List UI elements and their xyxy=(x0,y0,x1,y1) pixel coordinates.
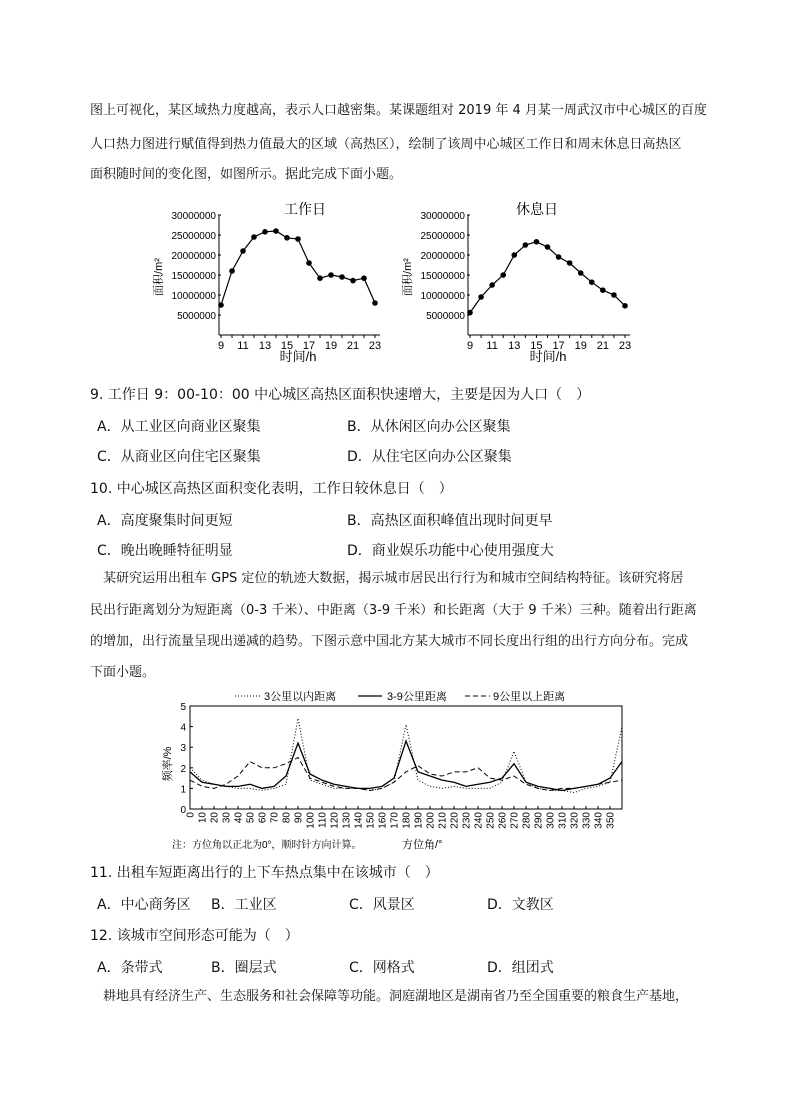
q10-stem: 10. 中心城区高热区面积变化表明，工作日较休息日（ ） xyxy=(90,481,453,497)
data-point xyxy=(251,234,257,240)
x-tick-label: 320 xyxy=(569,812,581,829)
x-tick-label: 110 xyxy=(317,812,329,828)
data-point xyxy=(372,300,378,306)
q9-stem: 9. 工作日 9：00-10：00 中心城区高热区面积快速增大，主要是因为人口（ ） xyxy=(90,387,591,403)
x-tick-label: 50 xyxy=(245,812,257,824)
x-tick-label: 11 xyxy=(237,340,249,352)
legend-label-short: 3公里以内距离 xyxy=(264,691,337,703)
x-tick-label: 200 xyxy=(425,812,437,829)
x-tick-label: 240 xyxy=(473,812,485,829)
data-point xyxy=(218,302,224,308)
data-point xyxy=(500,272,506,278)
q12-stem: 12. 该城市空间形态可能为（ ） xyxy=(90,928,299,944)
q12-option-b[interactable]: B．圈层式 xyxy=(211,960,277,976)
data-point xyxy=(295,236,301,242)
x-tick-label: 210 xyxy=(437,812,449,829)
data-point xyxy=(339,274,345,280)
y-tick-label: 30000000 xyxy=(420,211,465,222)
azimuth-axis-title: 方位角/° xyxy=(402,839,443,851)
q9-option-d[interactable]: D．从住宅区向办公区聚集 xyxy=(347,449,512,465)
data-point xyxy=(229,268,235,274)
q11-stem: 11. 出租车短距离出行的上下车热点集中在该城市（ ） xyxy=(90,865,439,881)
intro2-line4: 下面小题。 xyxy=(90,665,156,680)
data-point xyxy=(578,270,584,276)
x-tick-label: 13 xyxy=(508,340,521,352)
data-point xyxy=(350,278,356,284)
x-tick-label: 270 xyxy=(509,812,521,829)
workday-chart xyxy=(151,201,381,364)
y-tick-label: 15000000 xyxy=(420,271,465,282)
data-point xyxy=(622,303,628,309)
workday-chart-title: 工作日 xyxy=(284,201,326,217)
q12-option-d[interactable]: D．组团式 xyxy=(487,960,554,976)
data-point xyxy=(567,260,573,266)
x-tick-label: 220 xyxy=(449,812,461,829)
data-point xyxy=(306,260,312,266)
q9-option-a[interactable]: A．从工业区向商业区聚集 xyxy=(97,419,261,435)
data-point xyxy=(328,272,334,278)
workday-y-axis-title: 面积/m² xyxy=(153,258,165,296)
data-point xyxy=(600,287,606,293)
series-line-solid xyxy=(190,741,622,790)
x-tick-label: 350 xyxy=(605,812,617,829)
frequency-axis-title: 频率/% xyxy=(162,746,174,782)
q10-option-d[interactable]: D．商业娱乐功能中心使用强度大 xyxy=(347,543,554,559)
y-tick-label: 0 xyxy=(180,805,186,816)
x-tick-label: 13 xyxy=(258,340,272,352)
x-tick-label: 10 xyxy=(197,812,209,824)
restday-y-axis-title: 面积/m² xyxy=(402,258,414,296)
data-point xyxy=(284,235,290,241)
q9-option-c[interactable]: C．从商业区向住宅区聚集 xyxy=(97,449,261,465)
intro1-line2: 人口热力图进行赋值得到热力值最大的区域（高热区），绘制了该周中心城区工作日和周末休息日高热区 xyxy=(90,137,682,152)
y-tick-label: 1 xyxy=(180,784,186,796)
q10-option-b[interactable]: B．高热区面积峰值出现时间更早 xyxy=(347,513,553,529)
data-point xyxy=(262,229,268,235)
x-tick-label: 20 xyxy=(209,812,221,824)
y-tick-label: 20000000 xyxy=(171,251,216,262)
x-tick-label: 230 xyxy=(461,812,473,829)
direction-chart xyxy=(160,686,640,851)
intro2-line3: 的增加，出行流量呈现出递减的趋势。下图示意中国北方某大城市不同长度出行组的出行方向分布。完成 xyxy=(90,634,689,649)
q11-option-c[interactable]: C．风景区 xyxy=(349,897,415,913)
intro1-line1: 图上可视化，某区域热力度越高，表示人口越密集。某课题组对 2019 年 4 月某一周武汉市中心城区的百度 xyxy=(90,103,707,118)
data-point xyxy=(589,279,595,285)
x-tick-label: 30 xyxy=(221,812,233,824)
restday-chart xyxy=(400,201,631,364)
x-tick-label: 21 xyxy=(596,340,609,352)
q11-option-d[interactable]: D．文教区 xyxy=(487,897,554,913)
x-tick-label: 250 xyxy=(485,812,497,829)
data-point xyxy=(545,244,551,250)
q11-option-b[interactable]: B．工业区 xyxy=(211,897,277,913)
data-point xyxy=(273,228,279,234)
intro1-line3: 面积随时间的变化图，如图所示。据此完成下面小题。 xyxy=(90,167,403,182)
x-tick-label: 19 xyxy=(574,340,587,352)
x-tick-label: 15 xyxy=(280,340,294,352)
x-tick-label: 280 xyxy=(521,812,533,829)
legend-label-mid: 3-9公里距离 xyxy=(387,691,447,703)
data-point xyxy=(489,282,495,288)
y-tick-label: 4 xyxy=(180,722,186,734)
restday-x-axis-title: 时间/h xyxy=(529,349,567,364)
data-point xyxy=(556,254,562,260)
x-tick-label: 310 xyxy=(557,812,569,829)
x-tick-label: 180 xyxy=(401,812,413,829)
data-point xyxy=(467,310,473,316)
y-tick-label: 15000000 xyxy=(171,271,216,282)
q10-option-c[interactable]: C．晚出晚睡特征明显 xyxy=(97,543,233,559)
data-point xyxy=(534,239,540,245)
x-tick-label: 330 xyxy=(581,812,593,829)
q10-option-a[interactable]: A．高度聚集时间更短 xyxy=(97,513,233,529)
y-tick-label: 20000000 xyxy=(420,251,465,262)
y-tick-label: 30000000 xyxy=(171,211,216,222)
x-tick-label: 23 xyxy=(368,340,382,352)
q11-option-a[interactable]: A．中心商务区 xyxy=(97,897,191,913)
y-tick-label: 25000000 xyxy=(420,231,465,242)
data-point xyxy=(361,275,367,281)
y-tick-label: 5000000 xyxy=(177,311,216,322)
y-tick-label: 10000000 xyxy=(171,291,216,302)
x-tick-label: 17 xyxy=(552,340,565,352)
x-tick-label: 160 xyxy=(377,812,389,829)
x-tick-label: 290 xyxy=(533,812,545,829)
x-tick-label: 60 xyxy=(257,812,269,824)
x-tick-label: 300 xyxy=(545,812,557,829)
y-tick-label: 5000000 xyxy=(426,311,465,322)
data-point xyxy=(611,292,617,298)
x-tick-label: 260 xyxy=(497,812,509,829)
data-point xyxy=(511,252,517,258)
x-tick-label: 40 xyxy=(233,812,245,824)
x-tick-label: 15 xyxy=(530,340,543,352)
x-tick-label: 80 xyxy=(281,812,293,824)
x-tick-label: 0 xyxy=(185,812,197,818)
y-tick-label: 2 xyxy=(180,763,186,775)
x-tick-label: 19 xyxy=(324,340,338,352)
x-tick-label: 190 xyxy=(413,812,425,829)
intro2-line2: 民出行距离划分为短距离（0-3 千米）、中距离（3-9 千米）和长距离（大于 9 千米）三种。随着出行距离 xyxy=(90,603,697,618)
y-tick-label: 10000000 xyxy=(420,291,465,302)
x-tick-label: 21 xyxy=(346,340,360,352)
x-tick-label: 170 xyxy=(389,812,401,829)
legend-label-long: 9公里以上距离 xyxy=(493,691,566,703)
data-point xyxy=(317,275,323,281)
workday-x-axis-title: 时间/h xyxy=(279,349,317,364)
x-tick-label: 150 xyxy=(365,812,377,829)
y-tick-label: 25000000 xyxy=(171,231,216,242)
top-charts xyxy=(140,195,660,370)
y-tick-label: 5 xyxy=(180,702,186,713)
x-tick-label: 340 xyxy=(593,812,605,829)
x-tick-label: 9 xyxy=(466,340,474,352)
data-point xyxy=(240,248,246,254)
intro2-line1: 某研究运用出租车 GPS 定位的轨迹大数据，揭示城市居民出行行为和城市空间结构特征。该研究将居 xyxy=(103,571,684,586)
x-tick-label: 17 xyxy=(302,340,316,352)
x-tick-label: 140 xyxy=(353,812,365,829)
x-tick-label: 9 xyxy=(217,340,225,352)
legend xyxy=(235,689,565,703)
x-tick-label: 100 xyxy=(305,812,317,829)
x-tick-label: 130 xyxy=(341,812,353,829)
data-point xyxy=(478,294,484,300)
direction-note: 注：方位角以正北为0°，顺时针方向计算。 xyxy=(172,840,362,851)
q12-option-c[interactable]: C．网格式 xyxy=(349,960,415,976)
x-tick-label: 70 xyxy=(269,812,281,824)
series-line-dotted xyxy=(190,718,622,792)
data-point xyxy=(523,242,529,248)
x-tick-label: 90 xyxy=(293,812,305,824)
q9-option-b[interactable]: B．从休闲区向办公区聚集 xyxy=(347,419,511,435)
y-tick-label: 3 xyxy=(180,743,186,755)
x-tick-label: 120 xyxy=(329,812,341,829)
x-tick-label: 23 xyxy=(618,340,632,352)
x-tick-label: 11 xyxy=(486,340,498,352)
intro3-line1: 耕地具有经济生产、生态服务和社会保障等功能。洞庭湖地区是湖南省乃至全国重要的粮食生产基地， xyxy=(103,989,689,1004)
restday-chart-title: 休息日 xyxy=(516,201,558,217)
q12-option-a[interactable]: A．条带式 xyxy=(97,960,163,976)
